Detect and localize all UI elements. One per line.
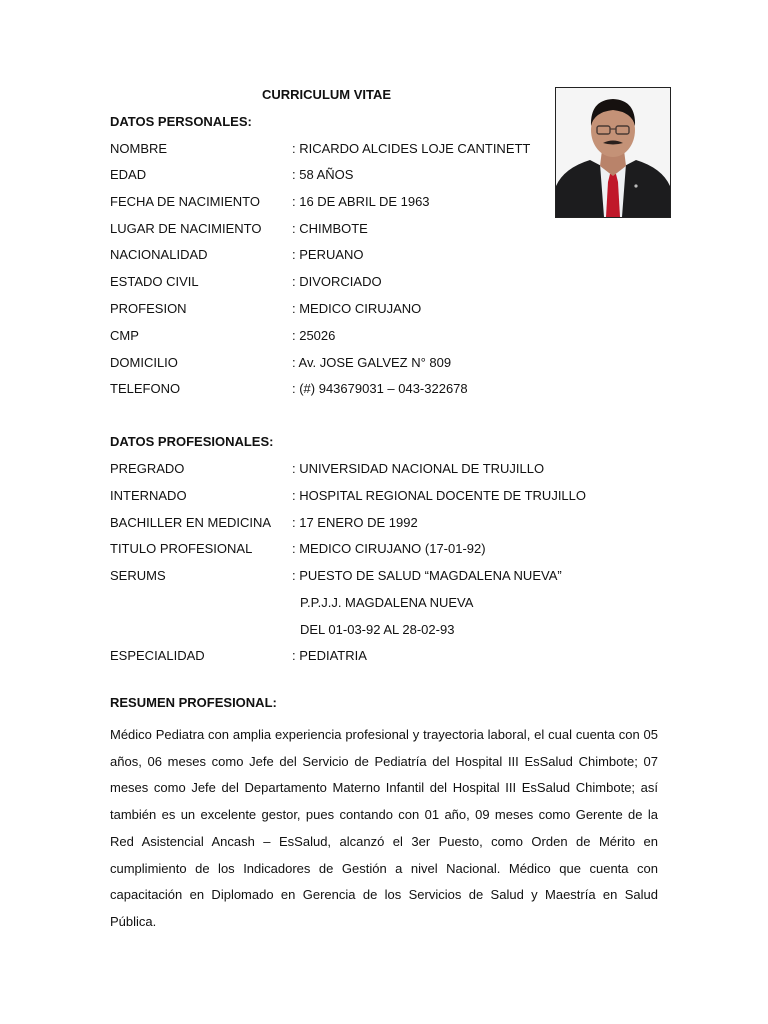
serums-detail: DEL 01-03-92 AL 28-02-93 xyxy=(300,622,455,637)
personal-value: : 25026 xyxy=(292,328,336,343)
personal-label: CMP xyxy=(110,328,139,343)
professional-label: BACHILLER EN MEDICINA xyxy=(110,515,272,530)
specialty-value: : PEDIATRIA xyxy=(292,648,367,663)
summary-heading: RESUMEN PROFESIONAL: xyxy=(110,695,277,710)
personal-value: : CHIMBOTE xyxy=(292,221,368,236)
professional-heading: DATOS PROFESIONALES: xyxy=(110,434,274,449)
professional-value: : MEDICO CIRUJANO (17-01-92) xyxy=(292,541,486,556)
personal-label: DOMICILIO xyxy=(110,355,178,370)
personal-value: : 58 AÑOS xyxy=(292,167,354,182)
personal-label: PROFESION xyxy=(110,301,187,316)
personal-value: : 16 DE ABRIL DE 1963 xyxy=(292,194,430,209)
personal-label: NACIONALIDAD xyxy=(110,247,208,262)
professional-label: PREGRADO xyxy=(110,461,185,476)
professional-value: : 17 ENERO DE 1992 xyxy=(292,515,418,530)
personal-value: : (#) 943679031 – 043-322678 xyxy=(292,381,468,396)
personal-value: : Av. JOSE GALVEZ N° 809 xyxy=(292,355,452,370)
personal-label: EDAD xyxy=(110,167,147,182)
personal-value: : RICARDO ALCIDES LOJE CANTINETT xyxy=(292,141,531,156)
summary-paragraph: Médico Pediatra con amplia experiencia profesional y trayectoria laboral, el cual cuenta con 05 años, 06 meses como Jefe del Servicio de Pediatría del Hospital III EsSalud Chimbote; 07 meses como Jefe del Departamento Materno Infantil del Hospital III EsSalud Chimbote; así también es un excelente gestor, pues contando con 01 año, 09 meses como Gerente de la Red Asistencial Ancash – EsSalud, alcanzó el 3er Puesto, como Orden de Mérito en cumplimiento de los Indicadores de Gestión a nivel Nacional. Médico que cuenta con capacitación en Diplomado en Gerencia de los Servicios de Salud y Maestría en Salud Pública. xyxy=(110,727,658,929)
professional-label: SERUMS xyxy=(110,568,166,583)
personal-label: TELEFONO xyxy=(110,381,181,396)
personal-label: FECHA DE NACIMIENTO xyxy=(110,194,261,209)
personal-label: ESTADO CIVIL xyxy=(110,274,199,289)
personal-heading: DATOS PERSONALES: xyxy=(110,114,252,129)
professional-label: INTERNADO xyxy=(110,488,187,503)
personal-label: LUGAR DE NACIMIENTO xyxy=(110,221,262,236)
profile-photo xyxy=(555,87,671,218)
personal-label: NOMBRE xyxy=(110,141,168,156)
personal-value: : MEDICO CIRUJANO xyxy=(292,301,422,316)
specialty-label: ESPECIALIDAD xyxy=(110,648,205,663)
document-title: CURRICULUM VITAE xyxy=(262,87,392,102)
professional-value: : PUESTO DE SALUD “MAGDALENA NUEVA” xyxy=(292,568,562,583)
personal-value: : PERUANO xyxy=(292,247,364,262)
serums-detail: P.P.J.J. MAGDALENA NUEVA xyxy=(300,595,474,610)
professional-value: : UNIVERSIDAD NACIONAL DE TRUJILLO xyxy=(292,461,545,476)
professional-value: : HOSPITAL REGIONAL DOCENTE DE TRUJILLO xyxy=(292,488,587,503)
professional-label: TITULO PROFESIONAL xyxy=(110,541,253,556)
personal-value: : DIVORCIADO xyxy=(292,274,382,289)
